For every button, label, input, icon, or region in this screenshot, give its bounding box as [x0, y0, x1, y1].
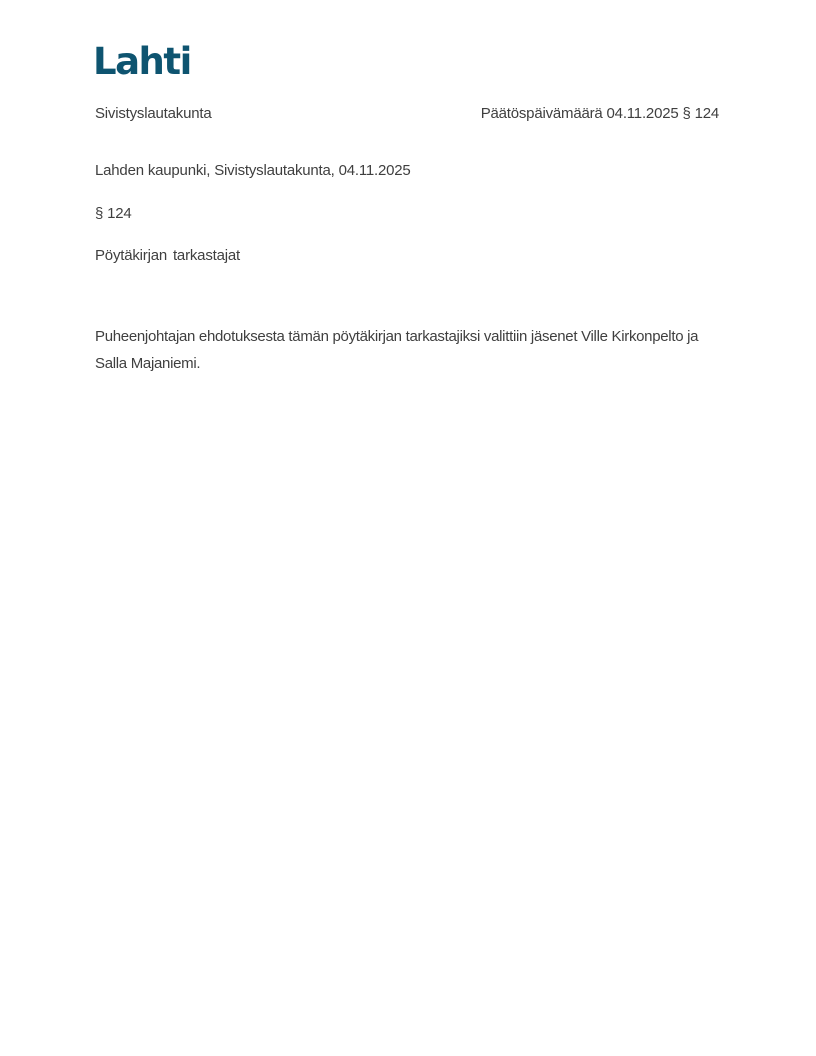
section-number: § 124	[95, 205, 132, 222]
page-header	[95, 105, 719, 122]
lahti-city-logo: Lahti	[93, 40, 191, 83]
document-source-line: Lahden kaupunki, Sivistyslautakunta, 04.11.2025	[95, 162, 411, 179]
header-decision-date: Päätöspäivämäärä 04.11.2025 § 124	[480, 105, 719, 122]
header-committee-name: Sivistyslautakunta	[95, 105, 212, 122]
document-heading: Pöytäkirjan tarkastajat	[95, 247, 240, 264]
document-body-paragraph: Puheenjohtajan ehdotuksesta tämän pöytäkirjan tarkastajiksi valittiin jäsenet Ville Kirkonpelto ja Salla Majaniemi.	[95, 328, 699, 372]
